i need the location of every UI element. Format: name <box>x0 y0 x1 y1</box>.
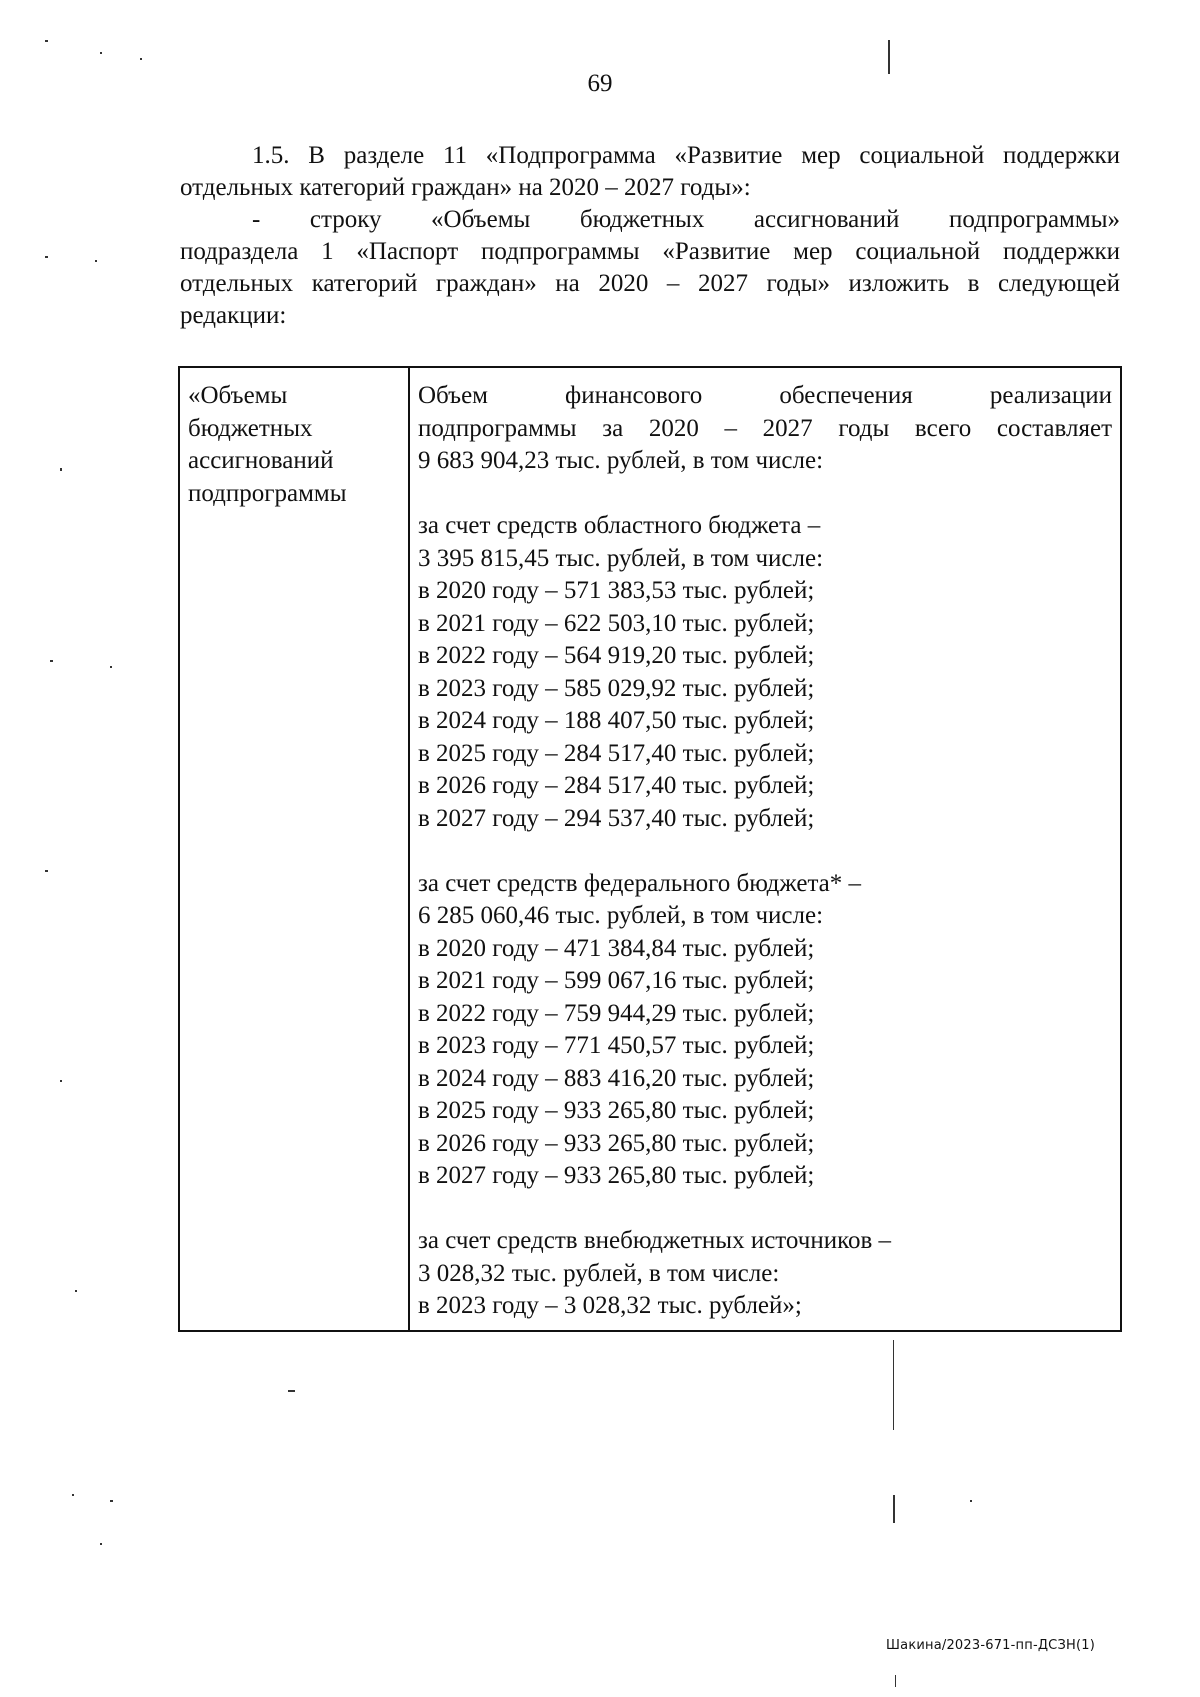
total-funding-text <box>418 380 1112 478</box>
federal-year-line: в 2027 году – 933 265,80 тыс. рублей; <box>418 1162 815 1189</box>
regional-year-line: в 2020 году – 571 383,53 тыс. рублей; <box>418 577 815 604</box>
scan-speck <box>100 52 102 54</box>
scan-fold-line <box>895 1675 896 1687</box>
regional-year-line: в 2026 году – 284 517,40 тыс. рублей; <box>418 772 815 799</box>
regional-year-line: в 2027 году – 294 537,40 тыс. рублей; <box>418 804 815 832</box>
intro-text <box>180 140 1120 332</box>
scan-speck <box>100 1543 102 1545</box>
scan-speck <box>45 40 48 42</box>
scan-speck <box>288 1390 295 1392</box>
regional-budget-heading: за счет средств областного бюджета – <box>418 512 821 539</box>
regional-year-line: в 2023 году – 585 029,92 тыс. рублей; <box>418 674 815 702</box>
scan-fold-line <box>888 40 890 74</box>
intro-paragraph-2-line-1: - строку «Объемы бюджетных ассигнований подпрограммы» <box>252 206 1120 233</box>
intro-paragraph-1-line-1: 1.5. В разделе 11 «Подпрограмма «Развитие мер социальной поддержки <box>252 142 1120 169</box>
federal-year-line: в 2024 году – 883 416,20 тыс. рублей; <box>418 1064 815 1092</box>
document-code: Шакина/2023-671-пп-ДСЗН(1) <box>886 1638 1095 1653</box>
federal-year-line: в 2022 году – 759 944,29 тыс. рублей; <box>418 999 815 1027</box>
scan-speck <box>45 256 48 258</box>
scan-speck <box>60 1080 62 1082</box>
scan-speck <box>75 1290 77 1292</box>
scan-speck <box>72 1494 74 1496</box>
regional-year-line: в 2024 году – 188 407,50 тыс. рублей; <box>418 707 815 734</box>
scan-speck <box>110 1500 113 1502</box>
federal-year-line: в 2023 году – 771 450,57 тыс. рублей; <box>418 1032 815 1059</box>
intro-paragraph-2-line-4: редакции: <box>180 302 287 329</box>
extrabudgetary-year-line: в 2023 году – 3 028,32 тыс. рублей»; <box>418 1292 802 1319</box>
left-label-line: ассигнований <box>188 447 334 474</box>
spacer <box>418 835 1112 868</box>
scan-speck <box>45 870 48 872</box>
federal-year-line: в 2025 году – 933 265,80 тыс. рублей; <box>418 1097 815 1124</box>
total-funding-line-1: Объем финансового обеспечения реализации <box>418 382 1112 409</box>
spacer <box>418 478 1112 511</box>
total-funding-line-3: 9 683 904,23 тыс. рублей, в том числе: <box>418 447 824 474</box>
scan-speck <box>95 260 97 262</box>
regional-year-line: в 2025 году – 284 517,40 тыс. рублей; <box>418 739 815 767</box>
scan-fold-line <box>893 1495 895 1523</box>
extrabudgetary-heading: за счет средств внебюджетных источников – <box>418 1227 892 1254</box>
regional-year-line: в 2021 году – 622 503,10 тыс. рублей; <box>418 609 815 637</box>
left-label-line: подпрограммы <box>188 479 347 507</box>
budget-table <box>178 366 1122 1332</box>
scan-speck <box>50 660 53 662</box>
page-number: 69 <box>587 70 613 97</box>
scan-speck <box>970 1500 972 1502</box>
federal-budget-heading: за счет средств федерального бюджета* – <box>418 869 862 897</box>
scan-speck <box>110 666 112 668</box>
table-right-column <box>410 368 1120 1330</box>
scan-speck <box>60 468 62 471</box>
regional-year-line: в 2022 году – 564 919,20 тыс. рублей; <box>418 642 815 669</box>
federal-year-line: в 2021 году – 599 067,16 тыс. рублей; <box>418 967 815 994</box>
intro-paragraph-1-line-2: отдельных категорий граждан» на 2020 – 2027 годы»: <box>180 174 751 201</box>
spacer <box>418 1193 1112 1226</box>
intro-paragraph-2-line-3: отдельных категорий граждан» на 2020 – 2027 годы» изложить в следующей <box>180 270 1120 297</box>
federal-budget-sum: 6 285 060,46 тыс. рублей, в том числе: <box>418 902 824 929</box>
scan-speck <box>140 58 142 60</box>
table-left-column <box>180 368 410 1330</box>
regional-budget-sum: 3 395 815,45 тыс. рублей, в том числе: <box>418 544 824 572</box>
left-label-line: бюджетных <box>188 414 313 442</box>
intro-paragraph-2-line-2: подраздела 1 «Паспорт подпрограммы «Развитие мер социальной поддержки <box>180 238 1120 265</box>
federal-year-line: в 2026 году – 933 265,80 тыс. рублей; <box>418 1129 815 1157</box>
scan-fold-line <box>893 1340 894 1430</box>
left-label-line: «Объемы <box>188 382 288 409</box>
federal-year-line: в 2020 году – 471 384,84 тыс. рублей; <box>418 934 815 962</box>
total-funding-line-2: подпрограммы за 2020 – 2027 годы всего составляет <box>418 414 1112 442</box>
extrabudgetary-sum: 3 028,32 тыс. рублей, в том числе: <box>418 1259 780 1287</box>
